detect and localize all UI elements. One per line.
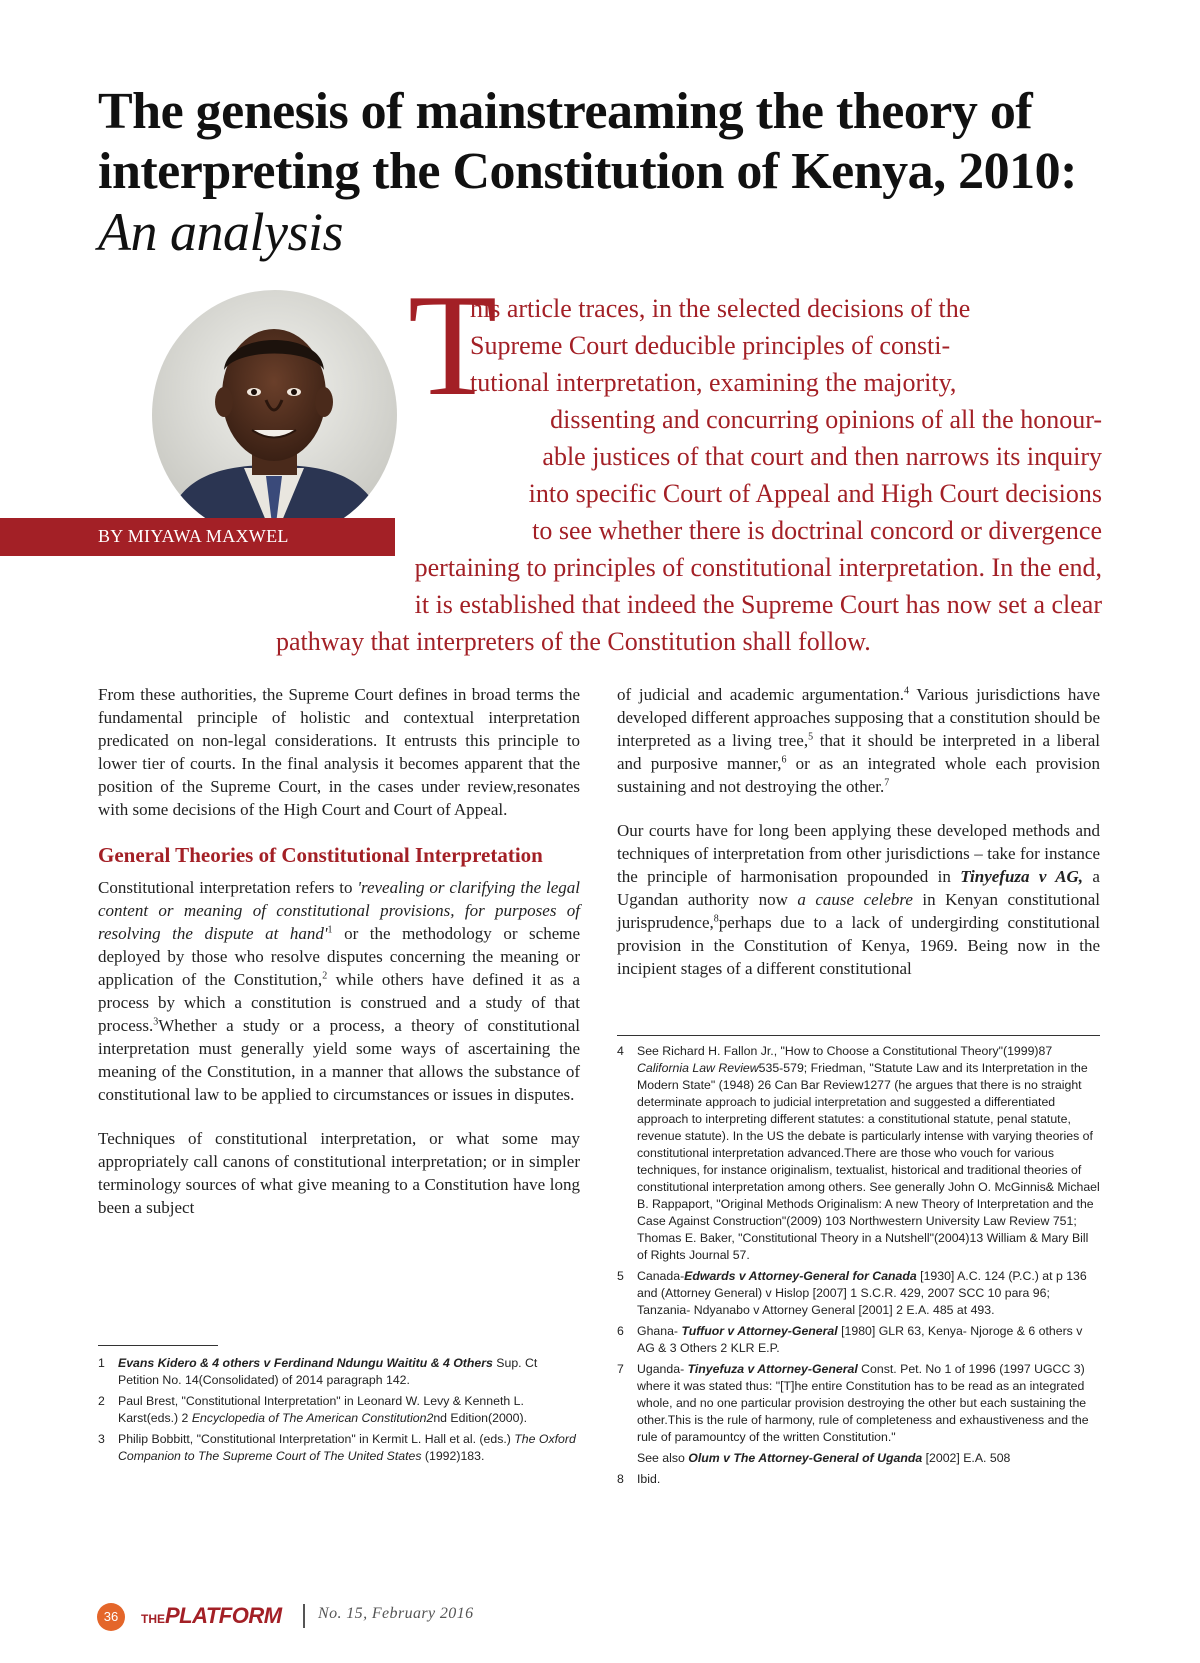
title-line-2: interpreting the Constitution of Kenya, 2010: (98, 143, 1077, 200)
footnote-ref: 2 (322, 970, 328, 982)
body-column-right (617, 683, 1100, 1001)
case-name: Tuffuor v Attorney-General (681, 1324, 838, 1338)
text-run: 535-579; Friedman, "Statute Law and its Interpretation in the Modern State" (1948) 26 Can Bar Review1277 (he argues that there is no straight determinate approach to judicial interpretation and suggested a differentiated approach to interpreting different statutes: a constitutional statute, penal statute, revenue statute). In the US the debate is particularly intense with varying theories of constitutional interpretation advanced.There are those who vouch for various techniques, for instance originalism, textualist, historical and traditional theories of constitutional interpretation among others. See generally John O. McGinnis& Michael B. Rappaport, "Original Methods Originalism: A new Theory of Interpretation and the Case Against Construction"(2009) 103 Northwestern University Law Review 751; Thomas E. Baker, "Constitutional Theory in a Nutshell"(2004)13 William & Mary Bill of Rights Journal 57. (637, 1061, 1100, 1262)
intro-line-1: his article traces, in the selected decisions of the (470, 294, 971, 323)
page-number-badge: 36 (97, 1603, 125, 1631)
footnote-number: 2 (98, 1394, 105, 1408)
text-run: perhaps due to a lack of undergirding constitutional provision in the Constitution of Kenya, 1969. Being now in the incipient stages of a different constitutional (617, 913, 1100, 978)
text-run: that it should be interpreted in a liberal and purposive manner, (617, 731, 1100, 773)
footnote-ref: 5 (808, 731, 814, 743)
text-run: Constitutional interpretation refers to (98, 878, 358, 897)
text-run: Our courts have for long been applying these developed methods and techniques of interpretation from other jurisdictions – take for instance the principle of harmonisation propounded in (617, 821, 1100, 886)
footnote-number: 6 (617, 1324, 624, 1338)
text-run: Const. Pet. No 1 of 1996 (1997 UGCC 3) where it was stated thus: "[T]he entire Constitution has to be read as an integrated whole, and no one particular provision destroying the other but each sustaining the other.This is the rule of harmony, rule of completeness and exhaustiveness and the rule of paramountcy of the written Constitution." (637, 1362, 1089, 1444)
work-title: The Oxford Companion to The Supreme Court of The United States (118, 1432, 576, 1463)
text-run: or as an integrated whole each provision sustaining and not destroying the other. (617, 754, 1100, 796)
intro-line-10: pathway that interpreters of the Constitution shall follow. (276, 627, 871, 656)
intro-line-3: tutional interpretation, examining the majority, (470, 368, 957, 397)
section-heading: General Theories of Constitutional Interpretation (98, 843, 543, 867)
footnotes-right (617, 1043, 1100, 1492)
title-line-1: The genesis of mainstreaming the theory of (98, 83, 1033, 140)
title-line-3: An analysis (98, 202, 343, 262)
footnote-number (617, 1450, 637, 1467)
footnote-number: 8 (617, 1472, 624, 1486)
text-run: Paul Brest, "Constitutional Interpretation" in Leonard W. Levy & Kenneth L. Karst(eds.) 2 (118, 1394, 524, 1425)
author-photo (152, 290, 397, 540)
phrase-italic: a cause celebre (797, 890, 913, 909)
text-run: of judicial and academic argumentation. (617, 685, 904, 704)
intro-line-7: to see whether there is doctrinal concord or divergence (532, 516, 1102, 545)
intro-line-9: it is established that indeed the Supreme Court has now set a clear (414, 590, 1102, 619)
article-title (98, 82, 1118, 262)
footnote-text (637, 1043, 1100, 1264)
quote: 'revealing or clarifying the legal content or meaning of constitutional provisions, for purposes of resolving the dispute at hand' (98, 878, 580, 943)
text-run: a Ugandan authority now (617, 867, 1100, 909)
text-run: Philip Bobbitt, "Constitutional Interpretation" in Kermit L. Hall et al. (eds.) (118, 1432, 515, 1446)
issue-info: No. 15, February 2016 (318, 1605, 474, 1622)
intro-line-2: Supreme Court deducible principles of consti- (470, 331, 951, 360)
footnote-rule (98, 1345, 218, 1346)
footnote-number: 5 (617, 1269, 624, 1283)
footnote-ref: 8 (713, 913, 719, 925)
footnote (617, 1323, 1100, 1357)
footnote-ref: 6 (781, 754, 787, 766)
work-title: Encyclopedia of The American Constitution2 (191, 1411, 434, 1425)
footnote (617, 1471, 1100, 1488)
text-run: (1992)183. (421, 1449, 485, 1463)
paragraph (617, 683, 1100, 798)
footnote-rule (617, 1035, 1100, 1036)
footnotes-left (98, 1355, 580, 1469)
case-name: Evans Kidero & 4 others v Ferdinand Ndungu Waititu & 4 Others (118, 1356, 493, 1370)
paragraph (98, 876, 580, 1106)
intro-line-6: into specific Court of Appeal and High Court decisions (528, 479, 1102, 508)
text-run: [1930] A.C. 124 (P.C.) at p 136 and (Attorney General) v Hislop [2007] 1 S.C.R. 429, 2007 SCC 10 para 96; Tanzania- Ndyanabo v Attorney General [2001] 2 E.A. 485 at 493. (637, 1269, 1087, 1317)
text-run: while others have defined it as a process by which a constitution is construed and a study of that process. (98, 970, 580, 1035)
text-run: Whether a study or a process, a theory of constitutional interpretation must generally yield some ways of ascertaining the meaning of the Constitution, in a manner that allows the substance of constitutional law to be applied to circumstances or issues in disputes. (98, 1016, 580, 1104)
case-name: Tinyefuza v AG, (960, 867, 1084, 886)
work-title: California Law Review (637, 1061, 759, 1075)
logo-the: THE (141, 1612, 165, 1626)
footnote-text (637, 1471, 1100, 1488)
paragraph: From these authorities, the Supreme Court defines in broad terms the fundamental principle of holistic and contextual interpretation predicated on non-legal considerations. It entrusts this principle to lower tier of courts. In the final analysis it becomes apparent that the position of the Supreme Court, in the cases under review,resonates with some decisions of the High Court and Court of Appeal. (98, 685, 580, 819)
footnote-ref: 7 (884, 777, 890, 789)
text-run: Ibid. (637, 1472, 661, 1486)
footnote (98, 1431, 580, 1465)
footnote-text (637, 1450, 1100, 1467)
text-run: Sup. Ct Petition No. 14(Consolidated) of 2014 paragraph 142. (118, 1356, 538, 1387)
footnote (98, 1355, 580, 1389)
body-column-left (98, 683, 580, 1240)
footnote (617, 1361, 1100, 1446)
text-run: Various jurisdictions have developed different approaches supposing that a constitution should be interpreted as a living tree, (617, 685, 1100, 750)
footnote (617, 1268, 1100, 1319)
footnote-text (118, 1431, 580, 1465)
text-run: Uganda- (637, 1362, 688, 1376)
footer-divider (303, 1604, 305, 1628)
footnote-ref: 1 (327, 924, 333, 936)
text-run: See Richard H. Fallon Jr., "How to Choose a Constitutional Theory"(1999)87 (637, 1044, 1053, 1058)
footnote (617, 1450, 1100, 1467)
text-run: Ghana- (637, 1324, 682, 1338)
text-run: nd Edition(2000). (433, 1411, 527, 1425)
paragraph: Techniques of constitutional interpretation, or what some may appropriately call canons of constitutional interpretation; or in simpler terminology sources of what give meaning to a Constitution have long been a subject (98, 1129, 580, 1217)
footnote (98, 1393, 580, 1427)
platform-logo (141, 1602, 282, 1633)
footnote-text (118, 1355, 580, 1389)
text-run: [1980] GLR 63, Kenya- Njoroge & 6 others v AG & 3 Others 2 KLR E.P. (637, 1324, 1083, 1355)
footnote-text (637, 1268, 1100, 1319)
drop-cap: T (408, 264, 498, 426)
footnote-ref: 3 (153, 1016, 159, 1028)
author-portrait-illustration (152, 290, 397, 540)
footnote (617, 1043, 1100, 1264)
footnote-ref: 4 (903, 685, 909, 697)
case-name: Olum v The Attorney-General of Uganda (688, 1451, 923, 1465)
paragraph (617, 819, 1100, 980)
logo-platform: PLATFORM (165, 1603, 282, 1628)
text-run: in Kenyan constitutional jurisprudence, (617, 890, 1100, 932)
footnote-number: 4 (617, 1044, 624, 1058)
intro-line-8: pertaining to principles of constitutional interpretation. In the end, (414, 553, 1102, 582)
footnote-number: 1 (98, 1356, 105, 1370)
footnote-text (637, 1323, 1100, 1357)
case-name: Edwards v Attorney-General for Canada (684, 1269, 917, 1283)
footnote-number: 7 (617, 1362, 624, 1376)
text-run: Canada- (637, 1269, 685, 1283)
footnote-text (637, 1361, 1100, 1446)
author-byline: BY MIYAWA MAXWEL (98, 526, 289, 546)
intro-line-5: able justices of that court and then narrows its inquiry (542, 442, 1102, 471)
text-run: [2002] E.A. 508 (922, 1451, 1011, 1465)
text-run: See also (637, 1451, 689, 1465)
case-name: Tinyefuza v Attorney-General (687, 1362, 858, 1376)
intro-line-4: dissenting and concurring opinions of all the honour- (550, 405, 1102, 434)
footnote-text (118, 1393, 580, 1427)
text-run: or the methodology or scheme deployed by those who resolve disputes concerning the meaning or application of the Constitution, (98, 924, 581, 989)
footnote-number: 3 (98, 1432, 105, 1446)
